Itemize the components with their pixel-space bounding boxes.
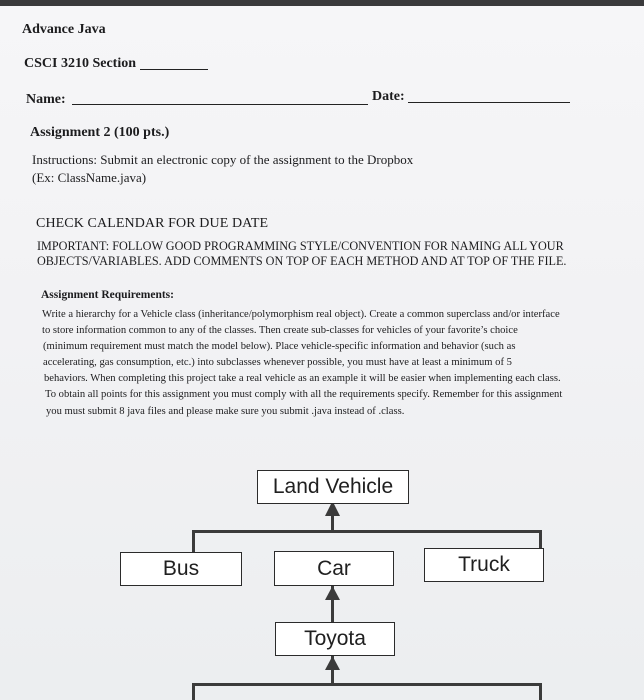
requirements-heading: Assignment Requirements: xyxy=(41,289,174,301)
requirements-line-1: Write a hierarchy for a Vehicle class (inheritance/polymorphism real object). Create a common superclass and/or interface xyxy=(42,309,560,320)
class-box-bus: Bus xyxy=(120,552,242,586)
important-line-2: OBJECTS/VARIABLES. ADD COMMENTS ON TOP OF EACH METHOD AND AT TOP OF THE FILE. xyxy=(37,254,567,268)
course-title: Advance Java xyxy=(22,22,106,37)
due-date-heading: CHECK CALENDAR FOR DUE DATE xyxy=(36,216,269,231)
requirements-line-6: To obtain all points for this assignment you must comply with all the requirements specify. Remember for this assignment xyxy=(45,389,563,400)
arrowhead-to-toyota xyxy=(325,656,340,670)
requirements-line-7: you must submit 8 java files and please make sure you submit .java instead of .class. xyxy=(46,406,405,417)
class-box-truck: Truck xyxy=(424,548,544,582)
arrowhead-to-car xyxy=(325,586,340,600)
requirements-line-4: accelerating, gas consumption, etc.) into subclasses whenever possible, you must have at least a minimum of 5 xyxy=(43,357,512,368)
requirements-line-3: (minimum requirement must match the model below). Place vehicle-specific information and behavior (such as xyxy=(43,341,516,352)
class-box-toyota: Toyota xyxy=(275,622,395,656)
class-box-land-vehicle: Land Vehicle xyxy=(257,470,409,504)
class-box-car: Car xyxy=(274,551,394,586)
section-label: CSCI 3210 Section xyxy=(24,56,137,71)
instructions-line-1: Instructions: Submit an electronic copy of the assignment to the Dropbox xyxy=(32,152,414,167)
requirements-line-2: to store information common to any of the classes. Then create sub-classes for vehicles of your favorite’s choice xyxy=(42,325,518,336)
instructions-line-2: (Ex: ClassName.java) xyxy=(32,170,147,185)
important-line-1: IMPORTANT: FOLLOW GOOD PROGRAMMING STYLE/CONVENTION FOR NAMING ALL YOUR xyxy=(37,239,564,253)
name-label: Name: xyxy=(26,92,66,107)
date-label: Date: xyxy=(372,89,405,104)
assignment-title: Assignment 2 (100 pts.) xyxy=(30,125,170,140)
requirements-line-5: behaviors. When completing this project take a real vehicle as an example it will be easier when implementing each class. xyxy=(44,373,561,384)
